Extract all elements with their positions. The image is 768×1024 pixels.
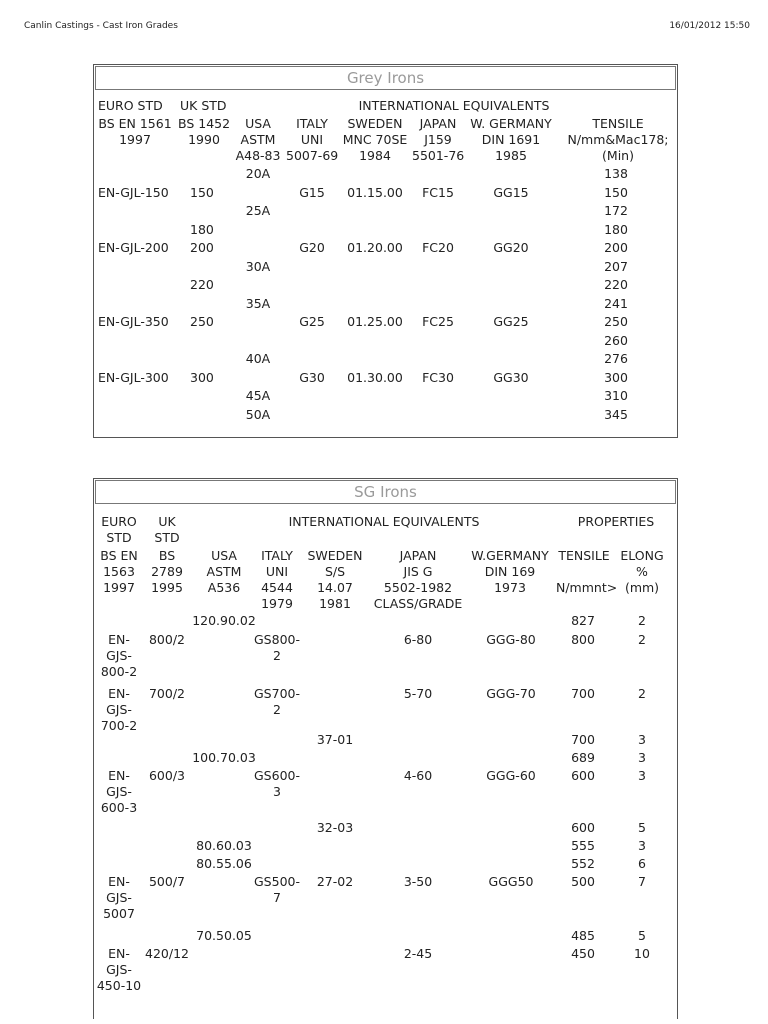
sg-cell-elong: 2 (638, 632, 646, 647)
usa-astm-heading: USA ASTM A536 (206, 548, 242, 595)
sg-cell-elong: 3 (638, 838, 646, 853)
sg-cell-italy: GS500- 7 (254, 874, 300, 905)
sg-cell-tensile: 600 (571, 820, 595, 835)
sg-cell-elong: 3 (638, 768, 646, 783)
grey-cell-usa: 30A (245, 258, 271, 274)
sg-cell-uk: 420/12 (145, 946, 189, 961)
w-germany-din-heading: W. GERMANY DIN 1691 1985 (470, 116, 552, 163)
sg-cell-sweden: 32-03 (316, 820, 354, 835)
sg-cell-italy: GS700- 2 (254, 686, 300, 717)
sg-cell-elong: 10 (634, 946, 650, 961)
w-germany-din-heading: W.GERMANY DIN 169 1973 (471, 548, 549, 595)
grey-cell-tensile: 150 (604, 184, 628, 200)
grey-cell-euro: EN-GJL-350 (98, 314, 169, 329)
elongation-heading: ELONG % (mm) (620, 548, 664, 595)
properties-heading: PROPERTIES (577, 514, 655, 529)
grey-cell-tensile: 172 (604, 203, 628, 218)
grey-cell-uk: 180 (190, 221, 214, 237)
grey-cell-tensile: 250 (604, 314, 628, 329)
sg-cell-usa: 80.55.06 (196, 856, 252, 871)
grey-cell-euro: EN-GJL-200 (98, 240, 169, 255)
grey-cell-japan: FC30 (422, 369, 454, 385)
grey-cell-sweden: 01.25.00 (347, 314, 403, 329)
grey-cell-tensile: 276 (604, 351, 628, 366)
sg-cell-germany: GGG-60 (486, 768, 536, 783)
sweden-mnc-heading: SWEDEN MNC 70SE 1984 (342, 116, 408, 163)
grey-cell-usa: 25A (245, 203, 271, 218)
grey-cell-tensile: 310 (604, 388, 628, 403)
sg-cell-japan: 4-60 (403, 768, 433, 783)
sg-cell-uk: 500/7 (148, 874, 186, 889)
print-timestamp: 16/01/2012 15:50 (669, 21, 750, 31)
document-title: Canlin Castings - Cast Iron Grades (24, 21, 178, 31)
grey-cell-tensile: 260 (604, 332, 628, 348)
sg-cell-uk: 800/2 (148, 632, 186, 647)
sg-cell-tensile: 485 (571, 928, 595, 943)
grey-cell-japan: FC15 (422, 184, 454, 200)
italy-uni-heading: ITALY UNI 5007-69 (286, 116, 339, 163)
grey-cell-tensile: 241 (604, 295, 628, 311)
sg-cell-euro: EN- GJS- 600-3 (100, 768, 138, 815)
sg-cell-euro: EN- GJS- 5007 (103, 874, 135, 921)
euro-std-heading: EURO STD (98, 98, 163, 113)
sg-cell-tensile: 552 (571, 856, 595, 871)
sg-cell-tensile: 689 (571, 750, 595, 765)
sg-cell-euro: EN- GJS- 800-2 (100, 632, 138, 679)
sg-cell-elong: 7 (638, 874, 646, 889)
international-equivalents-heading: INTERNATIONAL EQUIVALENTS (288, 514, 480, 529)
sg-cell-tensile: 827 (571, 613, 595, 628)
tensile-heading: TENSILE N/mm&Mac178; (Min) (567, 116, 669, 163)
sg-cell-elong: 2 (638, 613, 646, 628)
usa-astm-heading: USA ASTM A48-83 (235, 116, 281, 163)
grey-cell-tensile: 207 (604, 258, 628, 274)
sg-irons-table (93, 478, 678, 1019)
sg-cell-usa: 70.50.05 (196, 928, 252, 943)
bs-2789-heading: BS 2789 1995 (151, 548, 183, 595)
grey-cell-tensile: 180 (604, 221, 628, 237)
sg-cell-euro: EN- GJS- 700-2 (100, 686, 138, 733)
sg-cell-germany: GGG-70 (486, 686, 536, 701)
sg-cell-elong: 2 (638, 686, 646, 701)
grey-cell-sweden: 01.20.00 (347, 240, 403, 255)
sg-cell-germany: GGG-80 (486, 632, 536, 647)
grey-irons-table (93, 64, 678, 438)
sweden-ss-heading: SWEDEN S/S 14.07 1981 (307, 548, 363, 611)
grey-cell-germany: GG25 (493, 314, 529, 329)
sg-cell-tensile: 800 (571, 632, 595, 647)
grey-cell-tensile: 345 (604, 406, 628, 422)
grey-cell-usa: 40A (245, 351, 271, 366)
sg-cell-euro: EN- GJS- 450-10 (96, 946, 142, 993)
uk-std-heading: UK STD (180, 98, 227, 113)
grey-cell-uk: 220 (190, 277, 214, 292)
sg-cell-tensile: 450 (571, 946, 595, 961)
sg-cell-japan: 5-70 (403, 686, 433, 701)
grey-irons-title: Grey Irons (95, 66, 676, 90)
grey-cell-japan: FC20 (422, 240, 454, 255)
grey-cell-tensile: 138 (604, 166, 628, 181)
grey-cell-germany: GG20 (493, 240, 529, 255)
grey-cell-japan: FC25 (422, 314, 454, 329)
euro-std-heading: EURO STD (101, 514, 137, 545)
sg-cell-tensile: 700 (571, 732, 595, 747)
sg-cell-sweden: 27-02 (316, 874, 354, 889)
sg-cell-elong: 6 (638, 856, 646, 871)
grey-cell-sweden: 01.30.00 (347, 369, 403, 385)
grey-cell-tensile: 220 (604, 277, 628, 292)
sg-cell-sweden: 37-01 (316, 732, 354, 747)
japan-jis-heading: JAPAN JIS G 5502-1982 CLASS/GRADE (373, 548, 463, 611)
bs-1452-heading: BS 1452 1990 (178, 116, 231, 147)
grey-cell-germany: GG15 (493, 184, 529, 200)
sg-cell-elong: 5 (638, 928, 646, 943)
grey-cell-usa: 35A (245, 295, 271, 311)
grey-cell-italy: G20 (299, 240, 325, 255)
italy-uni-heading: ITALY UNI 4544 1979 (261, 548, 293, 611)
grey-cell-italy: G25 (299, 314, 325, 329)
sg-cell-japan: 2-45 (403, 946, 433, 961)
bs-en-1563-heading: BS EN 1563 1997 (100, 548, 138, 595)
sg-cell-tensile: 700 (571, 686, 595, 701)
grey-cell-usa: 45A (245, 388, 271, 403)
sg-cell-germany: GGG50 (488, 874, 534, 889)
grey-cell-italy: G15 (299, 184, 325, 200)
grey-cell-usa: 50A (245, 406, 271, 422)
international-equivalents-heading: INTERNATIONAL EQUIVALENTS (358, 98, 550, 113)
sg-cell-elong: 3 (638, 732, 646, 747)
grey-cell-tensile: 200 (604, 240, 628, 255)
grey-cell-euro: EN-GJL-300 (98, 369, 169, 385)
grey-cell-germany: GG30 (493, 369, 529, 385)
grey-cell-uk: 300 (190, 369, 214, 385)
sg-cell-italy: GS800- 2 (254, 632, 300, 663)
sg-cell-usa: 120.90.02 (192, 613, 256, 628)
sg-cell-tensile: 600 (571, 768, 595, 783)
grey-cell-uk: 200 (190, 240, 214, 255)
sg-cell-japan: 6-80 (403, 632, 433, 647)
sg-cell-elong: 3 (638, 750, 646, 765)
sg-cell-tensile: 500 (571, 874, 595, 889)
sg-irons-title: SG Irons (95, 480, 676, 504)
sg-cell-usa: 80.60.03 (196, 838, 252, 853)
grey-cell-uk: 150 (190, 184, 214, 200)
bs-en-1561-heading: BS EN 1561 1997 (98, 116, 172, 147)
sg-cell-japan: 3-50 (403, 874, 433, 889)
uk-std-heading: UK STD (154, 514, 180, 545)
grey-cell-euro: EN-GJL-150 (98, 184, 169, 200)
tensile-heading: TENSILE N/mmnt> (556, 548, 618, 595)
grey-cell-tensile: 300 (604, 369, 628, 385)
grey-cell-sweden: 01.15.00 (347, 184, 403, 200)
japan-jis-heading: JAPAN J159 5501-76 (412, 116, 465, 163)
sg-cell-elong: 5 (638, 820, 646, 835)
sg-cell-uk: 600/3 (148, 768, 186, 783)
sg-cell-usa: 100.70.03 (192, 750, 256, 765)
sg-cell-tensile: 555 (571, 838, 595, 853)
grey-cell-usa: 20A (245, 166, 271, 181)
grey-cell-italy: G30 (299, 369, 325, 385)
grey-cell-uk: 250 (190, 314, 214, 329)
sg-cell-uk: 700/2 (148, 686, 186, 701)
sg-cell-italy: GS600- 3 (254, 768, 300, 799)
